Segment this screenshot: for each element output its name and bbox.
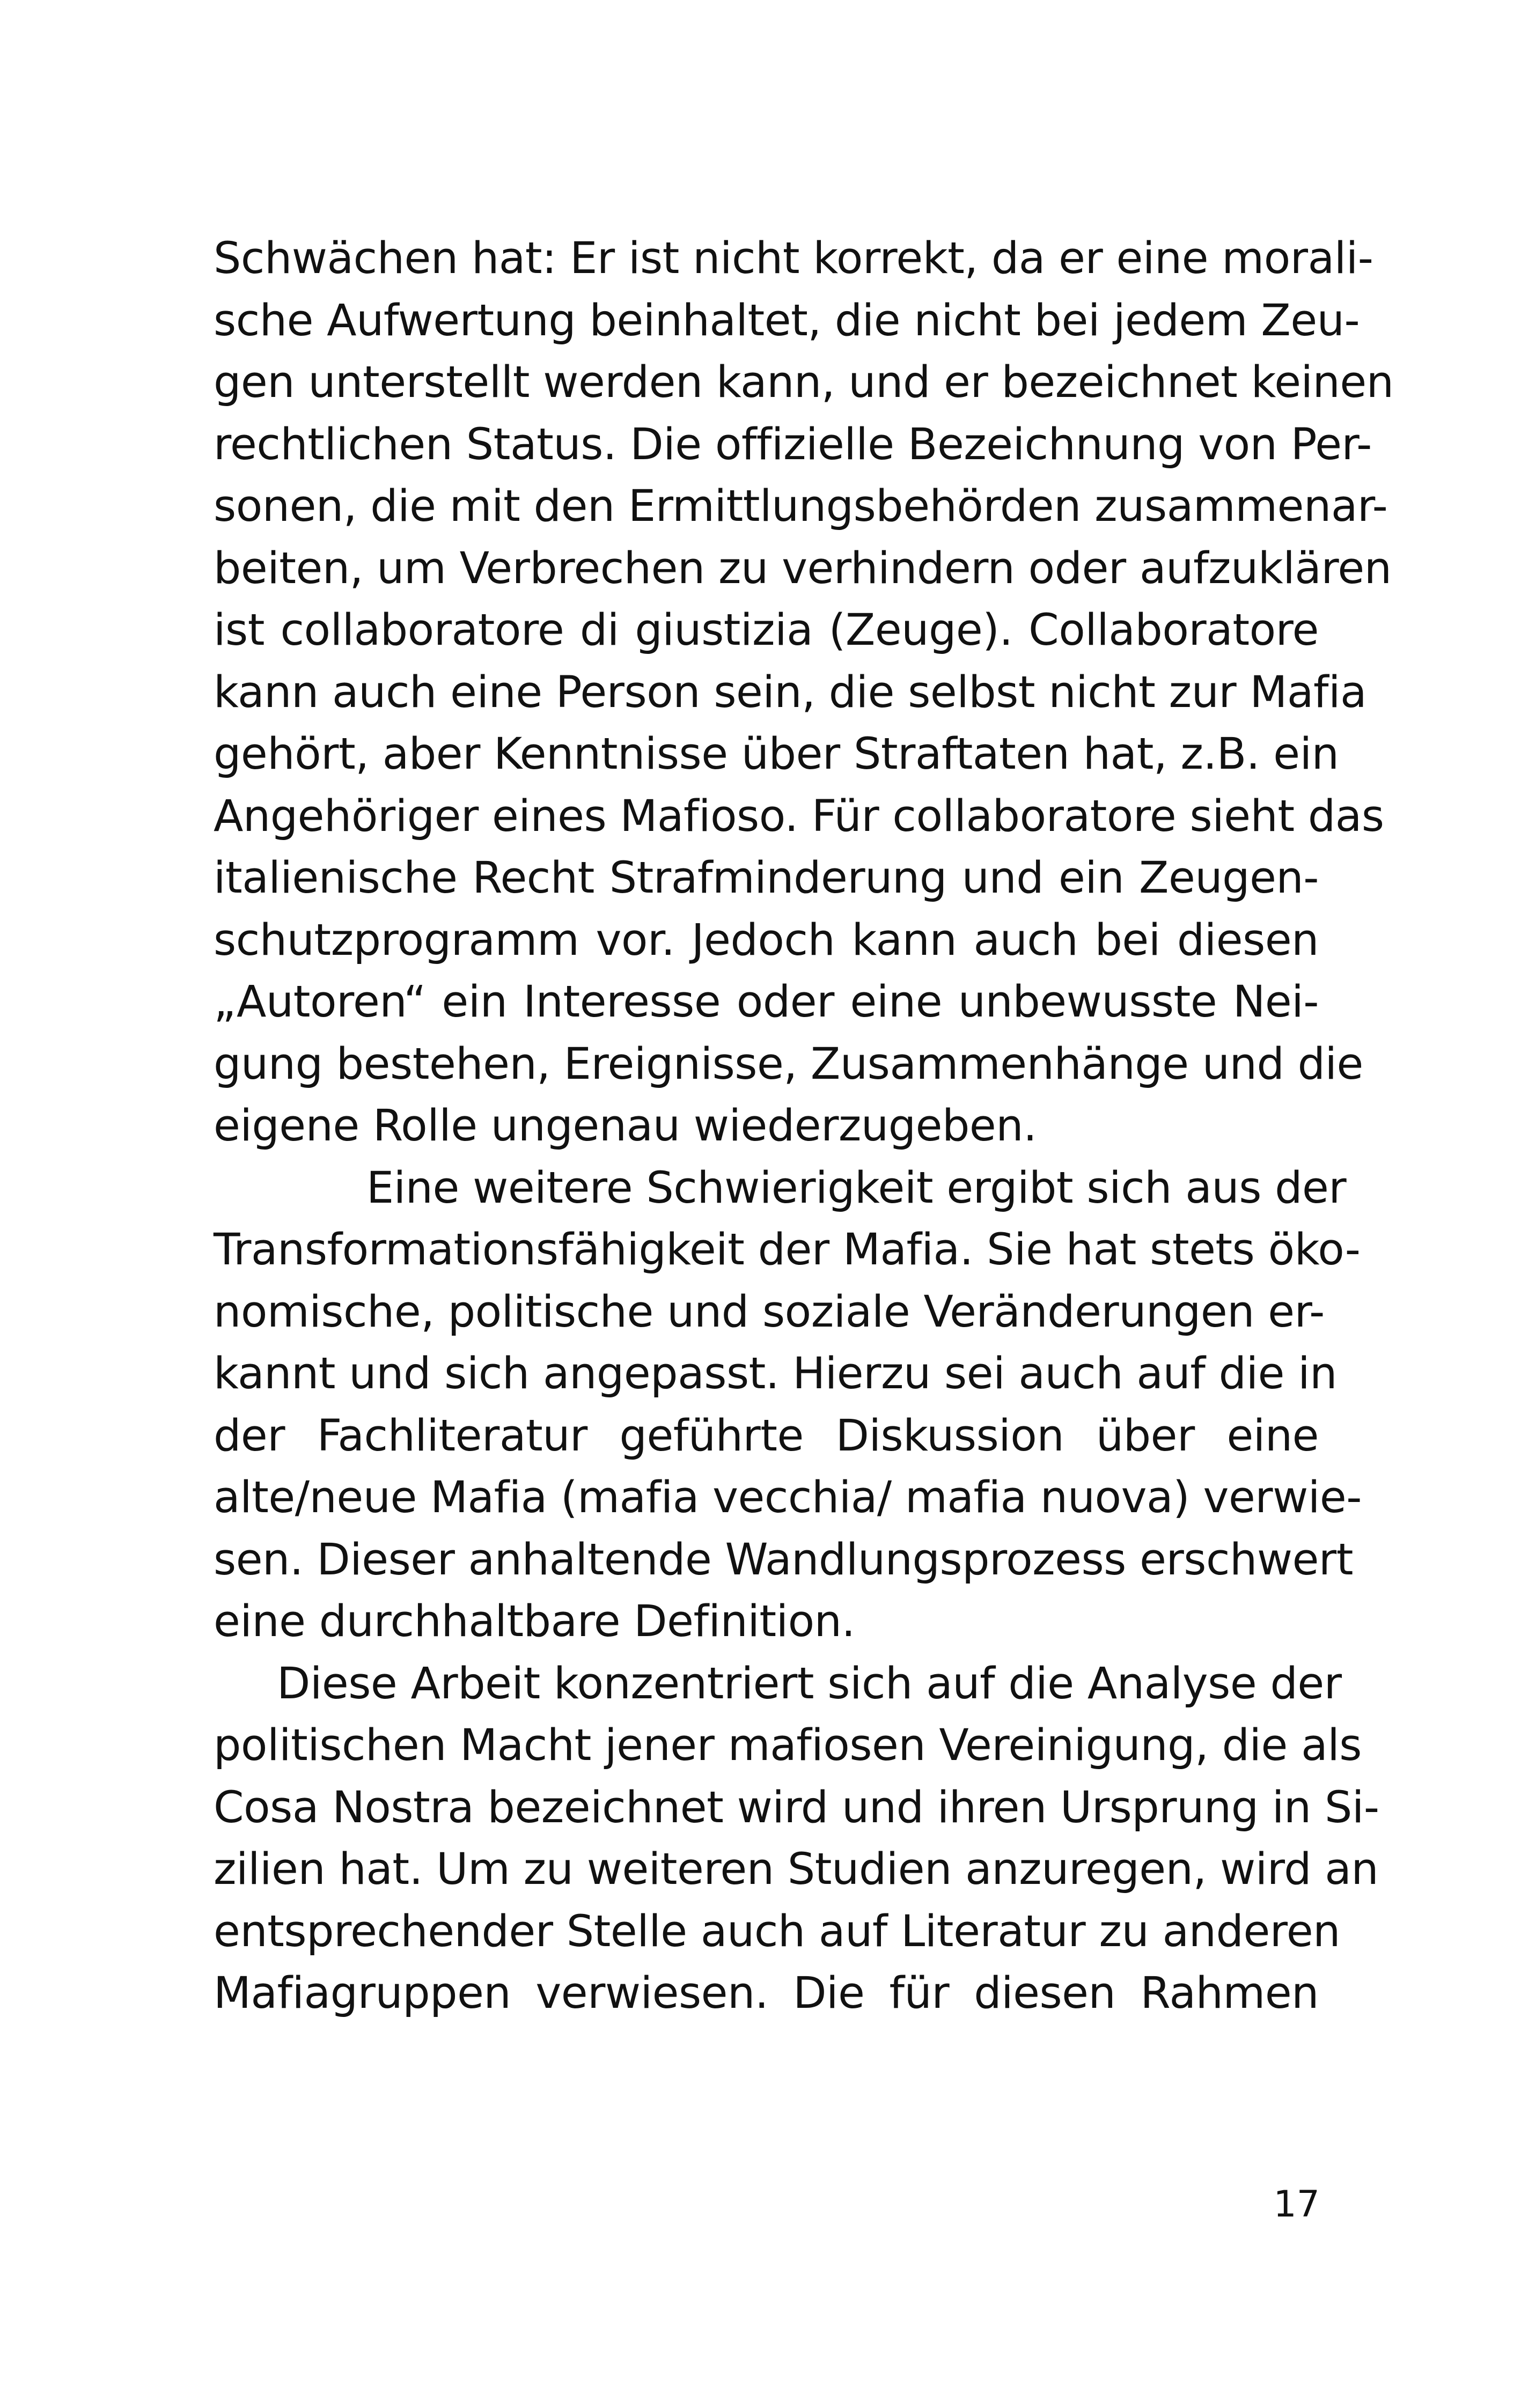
text-line: Diese Arbeit konzentriert sich auf die Analyse der: [277, 1658, 1342, 1709]
text-line: eigene Rolle ungenau wiederzugeben.: [214, 1101, 1037, 1151]
text-line: beiten, um Verbrechen zu verhindern oder aufzuklären: [214, 543, 1392, 594]
text-line: „Autoren“ ein Interesse oder eine unbewusste Nei-: [214, 977, 1319, 1027]
text-line: Angehöriger eines Mafioso. Für collaboratore sieht das: [214, 791, 1384, 842]
text-line: kannt und sich angepasst. Hierzu sei auch auf die in: [214, 1349, 1338, 1399]
text-line: Cosa Nostra bezeichnet wird und ihren Ursprung in Si-: [214, 1782, 1379, 1833]
text-line: gehört, aber Kenntnisse über Straftaten hat, z.B. ein: [214, 729, 1339, 779]
text-line: kann auch eine Person sein, die selbst nicht zur Mafia: [214, 667, 1367, 718]
text-line: nomische, politische und soziale Veränderungen er-: [214, 1286, 1325, 1337]
text-line: gung bestehen, Ereignisse, Zusammenhänge und die: [214, 1039, 1363, 1089]
text-line: der Fachliteratur geführte Diskussion über eine: [214, 1410, 1319, 1461]
body-text: [214, 228, 1394, 2025]
text-line: sen. Dieser anhaltende Wandlungsprozess erschwert: [214, 1534, 1353, 1585]
text-line: Mafiagruppen verwiesen. Die für diesen Rahmen: [214, 1968, 1319, 2019]
text-line: schutzprogramm vor. Jedoch kann auch bei diesen: [214, 915, 1319, 966]
text-line: politischen Macht jener mafiosen Vereinigung, die als: [214, 1720, 1362, 1771]
text-line: Schwächen hat: Er ist nicht korrekt, da er eine morali-: [214, 233, 1373, 284]
text-line: sonen, die mit den Ermittlungsbehörden zusammenar-: [214, 481, 1388, 532]
text-line: gen unterstellt werden kann, und er bezeichnet keinen: [214, 357, 1394, 408]
text-line: rechtlichen Status. Die offizielle Bezeichnung von Per-: [214, 419, 1372, 470]
text-line: zilien hat. Um zu weiteren Studien anzuregen, wird an: [214, 1844, 1379, 1895]
text-line: alte/neue Mafia (mafia vecchia/ mafia nuova) verwie-: [214, 1472, 1362, 1523]
text-line: sche Aufwertung beinhaltet, die nicht bei jedem Zeu-: [214, 295, 1360, 346]
text-line: ist collaboratore di giustizia (Zeuge). Collaboratore: [214, 605, 1319, 656]
text-line: entsprechender Stelle auch auf Literatur zu anderen: [214, 1906, 1340, 1957]
text-line: Transformationsfähigkeit der Mafia. Sie hat stets öko-: [214, 1225, 1361, 1275]
text-line: eine durchhaltbare Definition.: [214, 1596, 855, 1647]
text-line: italienische Recht Strafminderung und ein Zeugen-: [214, 853, 1319, 903]
page-number: 17: [1273, 2183, 1320, 2226]
text-line: Eine weitere Schwierigkeit ergibt sich aus der: [366, 1162, 1347, 1213]
